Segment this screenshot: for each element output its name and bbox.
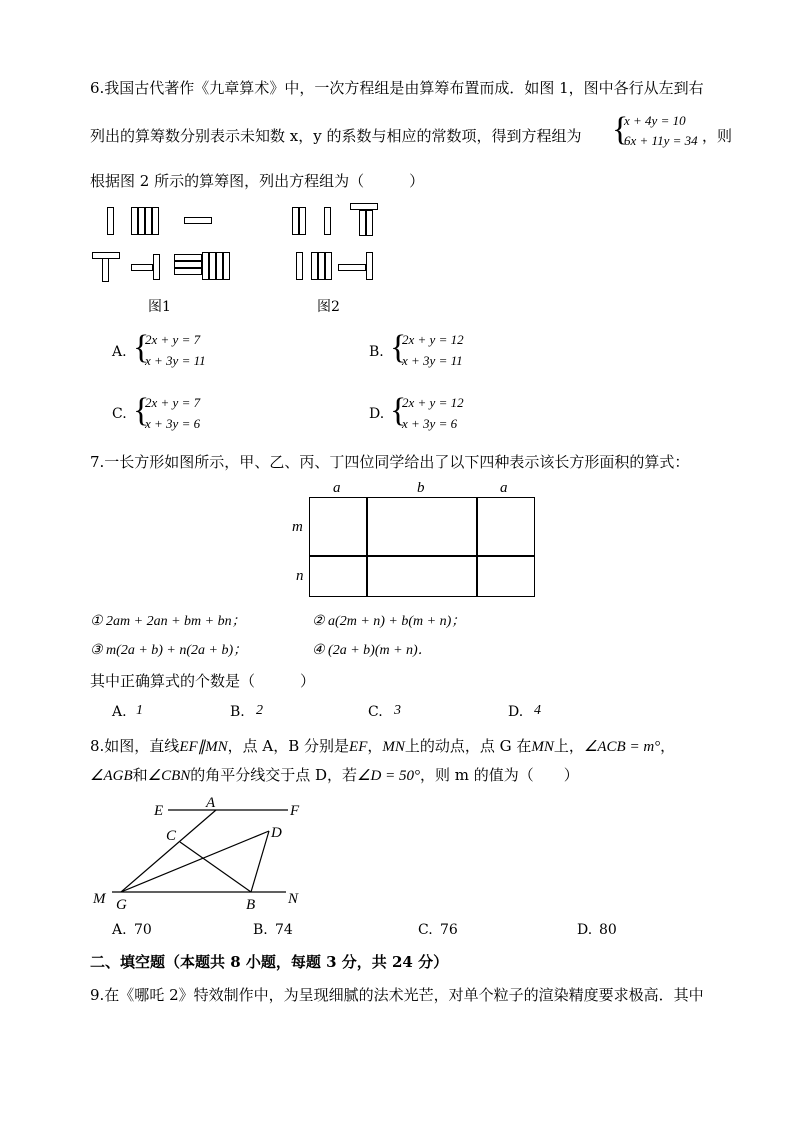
counting-rod	[292, 207, 299, 235]
counting-rod	[216, 252, 223, 280]
option-eq2: x + 3y = 6	[402, 416, 458, 431]
q8-math: ∠CBN	[147, 768, 191, 784]
divider-vertical-2	[476, 497, 478, 597]
point-label-f: F	[290, 803, 300, 819]
q9-line-1: 9.在《哪吒 2》特效制作中，为呈现细腻的法术光芒，对单个粒子的渲染精度要求极高．其中	[90, 986, 704, 1004]
option-eq2: x + 3y = 11	[145, 353, 206, 368]
option-value: 3	[394, 703, 401, 718]
counting-rod	[359, 210, 366, 236]
counting-rod	[184, 217, 212, 224]
q8-math: MN	[531, 739, 554, 755]
label-a-right: a	[500, 480, 508, 496]
q7-stem: 7.一长方形如图所示，甲、乙、丙、丁四位同学给出了以下四种表示该长方形面积的算式：	[90, 453, 690, 471]
counting-rod	[296, 252, 303, 280]
point-label-c: C	[166, 828, 177, 844]
option-value: 70	[134, 922, 152, 938]
q8-line-2	[90, 765, 579, 786]
counting-rod	[324, 207, 331, 235]
point-label-a: A	[206, 795, 216, 811]
counting-rod	[152, 207, 159, 235]
segment-ag	[121, 810, 216, 892]
q7-question: 其中正确算式的个数是（ ）	[90, 672, 316, 690]
option-brace: {	[390, 329, 407, 366]
segment-bd	[251, 831, 269, 892]
divider-vertical-1	[366, 497, 368, 597]
q7-expression-2: ② a(2m + n) + b(m + n)；	[312, 614, 466, 629]
option-value: 76	[440, 922, 458, 938]
point-label-b: B	[246, 897, 256, 913]
option-value: 4	[534, 703, 541, 718]
point-label-e: E	[154, 803, 164, 819]
q8-math: ∠ACB = m°	[583, 739, 661, 755]
q8-text: ，	[660, 737, 676, 755]
option-label: A.	[112, 344, 127, 360]
option-label: C.	[418, 922, 433, 938]
option-brace: {	[133, 392, 150, 429]
counting-rod	[131, 264, 153, 271]
option-value: 80	[599, 922, 617, 938]
option-brace: {	[133, 329, 150, 366]
counting-rod	[174, 261, 202, 268]
counting-rod	[145, 207, 152, 235]
counting-rod	[102, 258, 109, 282]
q8-text: 的角平分线交于点 D，若	[190, 766, 358, 784]
counting-rod	[338, 264, 366, 271]
counting-rod	[209, 252, 216, 280]
label-b: b	[417, 480, 425, 496]
counting-rod	[174, 254, 202, 261]
q8-math: ∠AGB	[90, 768, 133, 784]
option-label: C.	[368, 704, 383, 720]
option-eq2: x + 3y = 11	[402, 353, 463, 368]
point-label-g: G	[116, 897, 127, 913]
q6-figure-1-caption: 图1	[148, 299, 171, 315]
counting-rod	[223, 252, 230, 280]
counting-rod	[325, 252, 332, 280]
q8-math: ∠D = 50°	[357, 768, 420, 784]
counting-rod	[311, 252, 318, 280]
option-value: 74	[275, 922, 293, 938]
segment-gd	[121, 831, 269, 892]
option-label: B.	[230, 704, 245, 720]
counting-rod	[153, 254, 160, 280]
q8-text: ，	[367, 737, 383, 755]
option-eq1: 2x + y = 12	[402, 332, 464, 347]
segment-cb	[180, 842, 251, 892]
q8-text: 上的动点，点 G 在	[404, 737, 532, 755]
q8-text: 和	[132, 766, 148, 784]
section-2-title: 二、填空题（本题共 8 小题，每题 3 分，共 24 分）	[90, 953, 449, 971]
counting-rod	[318, 252, 325, 280]
option-eq2: x + 3y = 6	[145, 416, 201, 431]
q6-line-2-end: ，则	[702, 127, 733, 145]
q7-expression-1: ① 2am + 2an + bm + bn；	[90, 614, 246, 629]
divider-horizontal	[309, 555, 535, 557]
option-label: B.	[369, 344, 384, 360]
q8-text: 8.如图，直线	[90, 737, 180, 755]
q8-math: EF	[349, 739, 368, 755]
option-value: 1	[136, 703, 143, 718]
q7-expression-3: ③ m(2a + b) + n(2a + b)；	[90, 643, 248, 658]
counting-rod	[366, 210, 373, 236]
option-label: D.	[369, 406, 385, 422]
option-label: D.	[508, 704, 524, 720]
label-n: n	[296, 568, 304, 584]
counting-rod	[138, 207, 145, 235]
q6-figure-2-caption: 图2	[317, 299, 340, 315]
q8-geometry-figure	[88, 790, 308, 915]
q8-text: 上，	[553, 737, 584, 755]
q6-line-1: 6.我国古代著作《九章算术》中，一次方程组是由算筹布置而成．如图 1，图中各行从左到右	[90, 79, 704, 97]
option-value: 2	[256, 703, 263, 718]
counting-rod	[366, 252, 373, 280]
q6-system-eq2: 6x + 11y = 34	[624, 133, 698, 148]
q6-system-brace: {	[612, 111, 629, 148]
option-label: C.	[112, 406, 127, 422]
q8-text: ，点 A，B 分别是	[227, 737, 350, 755]
q8-line-1	[90, 736, 675, 757]
option-eq1: 2x + y = 12	[402, 395, 464, 410]
point-label-m: M	[93, 891, 106, 907]
q8-math: EF∥MN	[179, 739, 228, 755]
q8-text: ，则 m 的值为（ ）	[419, 766, 579, 784]
label-m: m	[292, 519, 303, 535]
counting-rod	[299, 207, 306, 235]
q7-expression-4: ④ (2a + b)(m + n)．	[312, 643, 432, 658]
q6-line-3: 根据图 2 所示的算筹图，列出方程组为（ ）	[90, 172, 425, 190]
rectangle-outline	[309, 497, 535, 597]
q6-system-eq1: x + 4y = 10	[624, 113, 686, 128]
counting-rod	[350, 203, 378, 210]
counting-rod	[131, 207, 138, 235]
option-eq1: 2x + y = 7	[145, 332, 201, 347]
counting-rod	[202, 252, 209, 280]
counting-rod	[174, 268, 202, 275]
label-a-left: a	[333, 480, 341, 496]
q6-line-2: 列出的算筹数分别表示未知数 x，y 的系数与相应的常数项，得到方程组为	[90, 127, 582, 145]
q8-math: MN	[382, 739, 405, 755]
option-brace: {	[390, 392, 407, 429]
option-label: D.	[577, 922, 593, 938]
option-eq1: 2x + y = 7	[145, 395, 201, 410]
option-label: A.	[112, 704, 127, 720]
option-label: A.	[112, 922, 127, 938]
point-label-d: D	[271, 825, 282, 841]
point-label-n: N	[288, 891, 299, 907]
counting-rod	[107, 207, 114, 235]
option-label: B.	[253, 922, 268, 938]
